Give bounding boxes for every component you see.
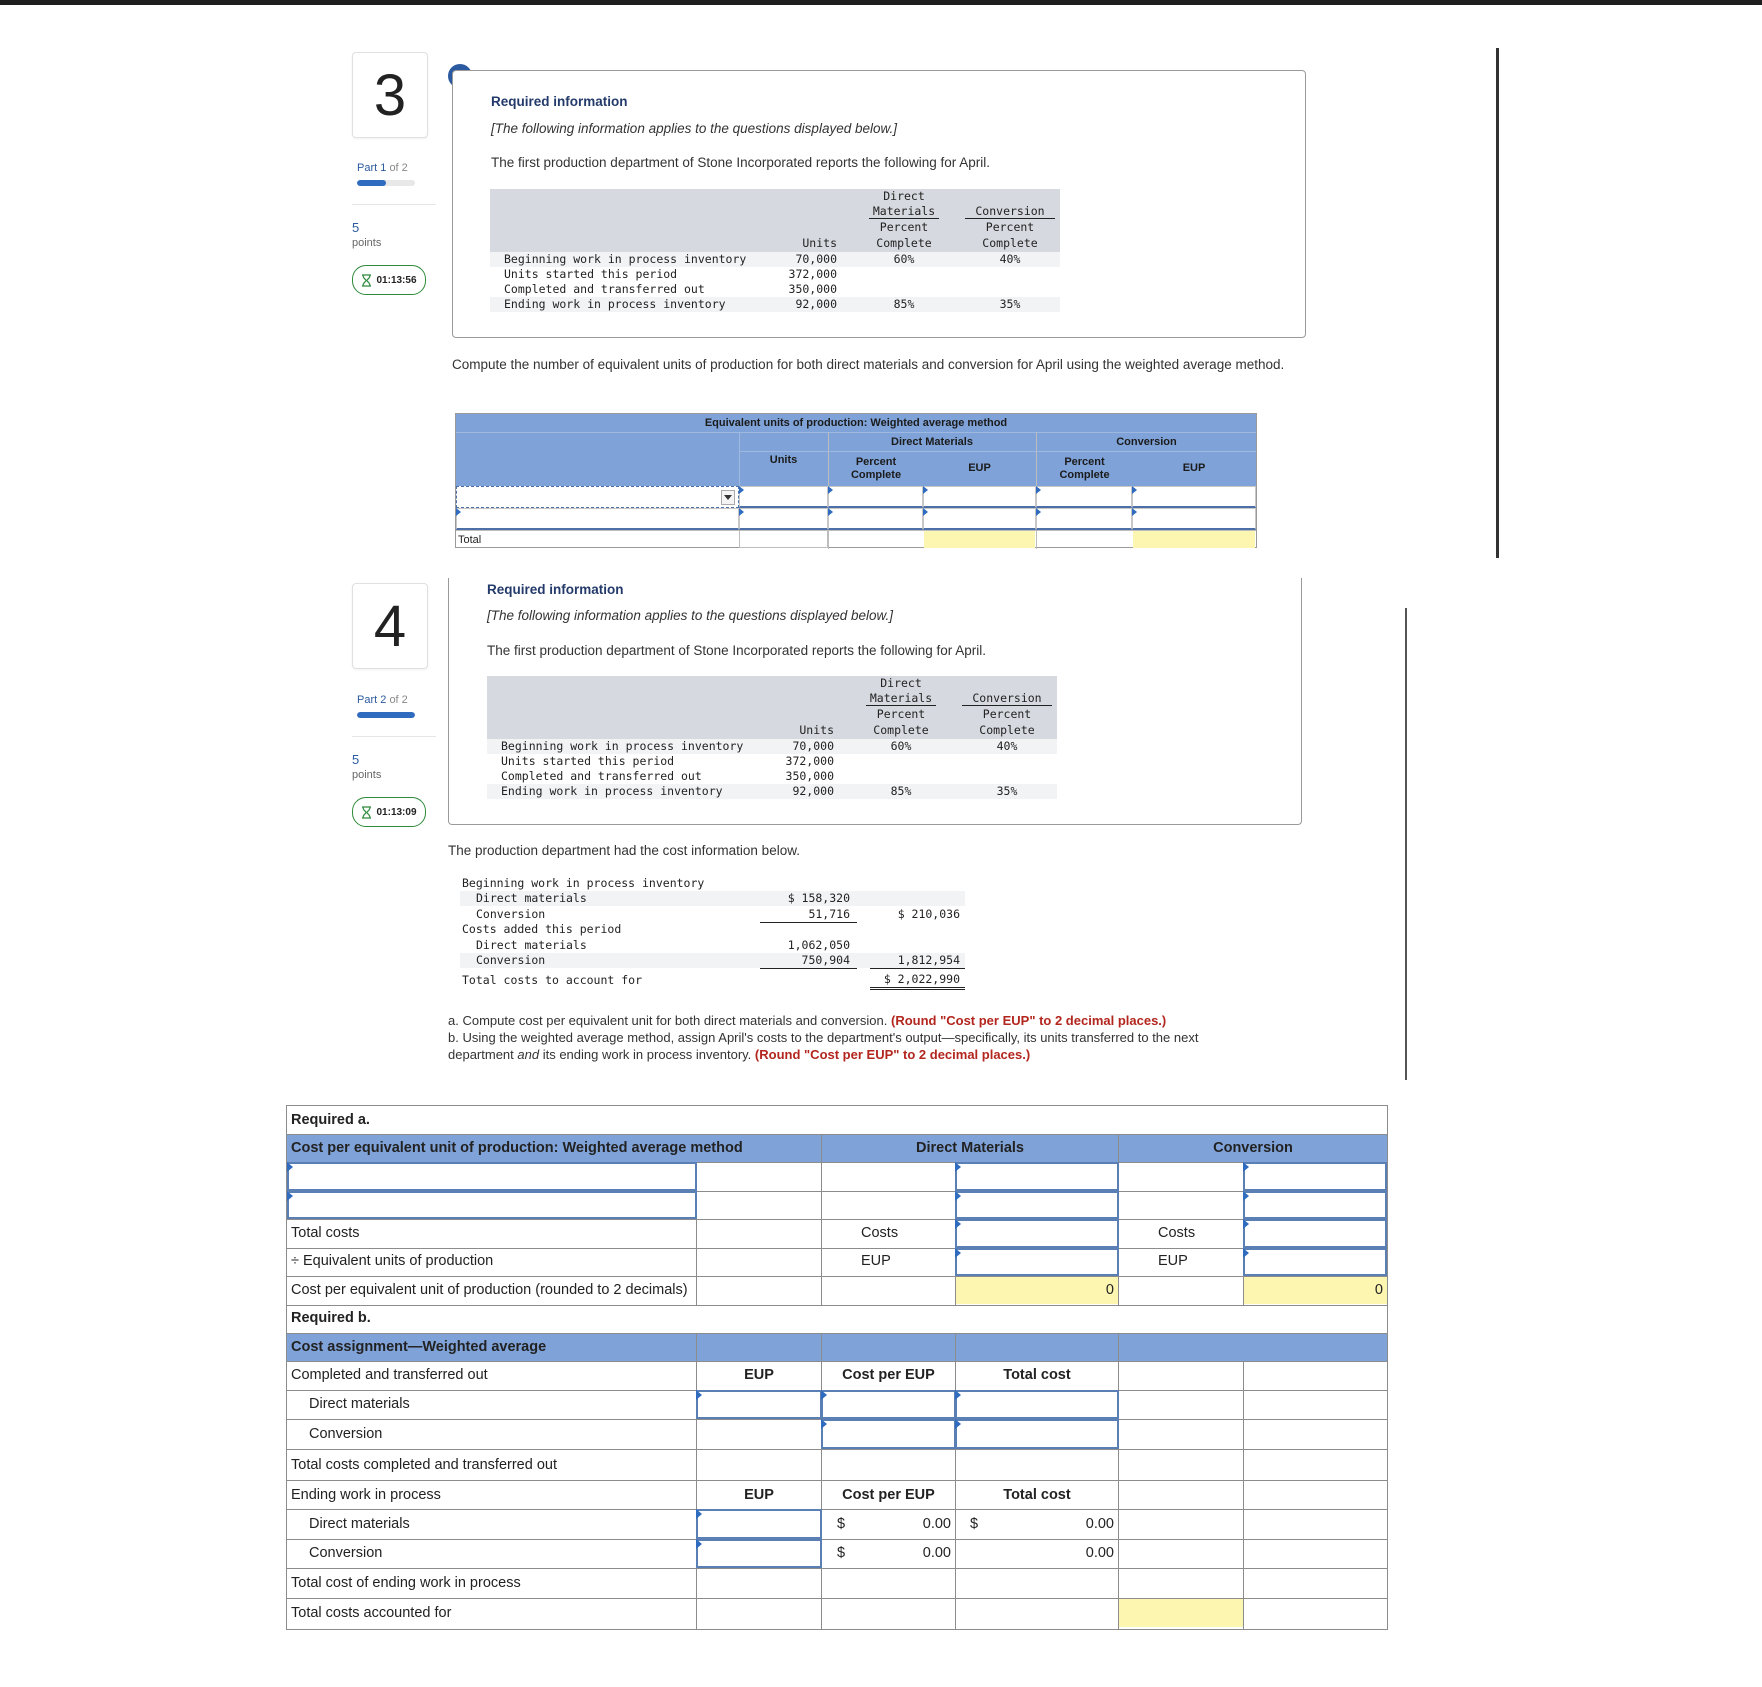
row-label: Ending work in process inventory (501, 784, 723, 798)
total-ewip-label: Total cost of ending work in process (291, 1575, 521, 1591)
units-input[interactable] (739, 486, 828, 508)
pct-header (1037, 456, 1132, 482)
divider (739, 451, 1256, 452)
dm-eup-input[interactable] (923, 508, 1036, 530)
part-indicator (357, 694, 408, 706)
hdr-conv-1: Conversion (962, 691, 1052, 706)
cost-value: 1,062,050 (787, 938, 850, 952)
instruction-text: department (448, 1047, 514, 1062)
part-number: 1 (380, 162, 387, 174)
ewip-dm-eup-input[interactable] (696, 1509, 822, 1539)
dm-input[interactable] (955, 1162, 1119, 1191)
total-costs-label: Total costs (291, 1225, 360, 1241)
required-b-label: Required b. (291, 1310, 371, 1326)
info-subtitle: [The following information applies to the questions displayed below.] (487, 608, 893, 623)
data-table (490, 189, 1060, 316)
eup-divide-label: ÷ Equivalent units of production (291, 1253, 494, 1269)
total-accounted-value (1119, 1599, 1243, 1627)
required-a-label: Required a. (291, 1112, 370, 1128)
hdr-dm-1: Direct (880, 676, 922, 690)
part-indicator (357, 162, 408, 174)
instruction-emphasis: and (517, 1047, 540, 1062)
row-units: 350,000 (788, 282, 837, 296)
hdr-conv-3: Complete (982, 236, 1038, 250)
cost-per-eup-header: Cost per EUP (842, 1487, 935, 1503)
instruction-b (448, 1029, 1308, 1046)
conv-header: Conversion (1213, 1140, 1293, 1156)
double-underline (870, 987, 965, 990)
points-label: points (352, 237, 382, 249)
hdr-dm-4: Complete (876, 236, 932, 250)
hdr-dm-4: Complete (873, 723, 929, 737)
conv-input[interactable] (1243, 1162, 1387, 1191)
rounding-note: (Round "Cost per EUP" to 2 decimal places.) (754, 1047, 1031, 1062)
conv-label: Conversion (309, 1545, 383, 1561)
part-number: 2 (380, 694, 387, 706)
cost-per-eup-label: Cost per equivalent unit of production (rounded to 2 decimals) (291, 1282, 688, 1298)
cost-label: Beginning work in process inventory (462, 876, 705, 890)
row-label: Beginning work in process inventory (504, 252, 747, 266)
row-line (287, 1539, 1387, 1540)
ewip-dm-total: 0.00 (1085, 1516, 1114, 1532)
cost-subtotal: $ 210,036 (897, 907, 960, 921)
ewip-dm-cpe: 0.00 (922, 1516, 951, 1532)
col-line (821, 1134, 822, 1305)
underline (870, 968, 965, 969)
cost-label: Direct materials (476, 891, 587, 905)
question-number-3[interactable]: 3 (352, 52, 428, 138)
conv-pct-input[interactable] (1036, 486, 1132, 508)
ewip-conv-cpe: 0.00 (922, 1545, 951, 1561)
part-of: of 2 (389, 694, 408, 706)
conv-label: Conversion (309, 1426, 383, 1442)
hdr-units: Units (802, 236, 837, 250)
row-label: Beginning work in process inventory (501, 739, 744, 753)
dm-eup-total (924, 531, 1035, 548)
part-progress (357, 712, 415, 718)
ewip-conv-total: 0.00 (1085, 1545, 1114, 1561)
row-conv: 40% (999, 252, 1021, 266)
hdr-dm-3: Percent (879, 220, 929, 234)
row-units: 372,000 (788, 267, 837, 281)
timer (352, 265, 426, 295)
dollar-sign: $ (970, 1516, 979, 1532)
dm-eup-input[interactable] (923, 486, 1036, 508)
top-bar (0, 0, 1762, 5)
eup-col-header: EUP (744, 1487, 774, 1503)
row-line (287, 1276, 1387, 1277)
dm-cost-per-eup-value: 0 (1105, 1282, 1114, 1298)
q4-instructions (448, 1012, 1308, 1063)
row-conv: 40% (996, 739, 1018, 753)
col-line (1118, 1333, 1119, 1629)
dm-label: Direct materials (309, 1516, 410, 1532)
row-line (287, 1568, 1387, 1569)
eup-label: EUP (1158, 1253, 1188, 1269)
conv-header: Conversion (1116, 436, 1177, 448)
conv-eup-input[interactable] (1132, 508, 1256, 530)
total-label: Total (458, 534, 482, 546)
part-progress-fill (357, 180, 386, 186)
pct-line2: Complete (1059, 469, 1110, 481)
dm-pct-input[interactable] (828, 508, 923, 530)
row-label: Completed and transferred out (504, 282, 705, 296)
row-label: Units started this period (504, 267, 678, 281)
row-conv: 35% (996, 784, 1018, 798)
info-title: Required information (487, 582, 624, 597)
row-label: Units started this period (501, 754, 675, 768)
costs-label: Costs (1158, 1225, 1196, 1241)
cost-per-eup-header: Cost per EUP (842, 1367, 935, 1383)
part-label: Part (357, 162, 378, 174)
hourglass-icon (361, 806, 372, 819)
completed-label: Completed and transferred out (291, 1367, 488, 1383)
scroll-divider (1496, 48, 1499, 558)
requirements-table (286, 1105, 1388, 1630)
form-title: Equivalent units of production: Weighted average method (704, 417, 1008, 429)
row-line (287, 1449, 1387, 1450)
hdr-dm-3: Percent (876, 707, 926, 721)
row-line (287, 1248, 1387, 1249)
total-completed-label: Total costs completed and transferred out (291, 1457, 557, 1473)
dm-total-costs-input[interactable] (955, 1219, 1119, 1248)
row-select[interactable] (456, 486, 739, 508)
col-line (1243, 1361, 1244, 1629)
instruction-text: its ending work in process inventory. (542, 1047, 752, 1062)
cto-dm-cpe-input[interactable] (821, 1390, 956, 1419)
total-cost-header: Total cost (1003, 1487, 1071, 1503)
units-total (739, 530, 828, 548)
row-label: Completed and transferred out (501, 769, 702, 783)
cost-label: Total costs to account for (462, 973, 643, 987)
dm-input[interactable] (955, 1191, 1119, 1219)
dropdown-icon (721, 490, 735, 505)
row-units: 372,000 (785, 754, 834, 768)
eup-col-header: EUP (744, 1367, 774, 1383)
total-accounted-label: Total costs accounted for (291, 1605, 452, 1621)
row-line (287, 1361, 1387, 1362)
rounding-note: (Round "Cost per EUP" to 2 decimal places.) (890, 1013, 1167, 1028)
hdr-conv-2: Percent (985, 220, 1035, 234)
data-table (487, 676, 1057, 803)
cost-intro: The production department had the cost information below. (448, 843, 800, 858)
conv-eup-input[interactable] (1132, 486, 1256, 508)
cto-conv-cpe-input[interactable] (821, 1419, 956, 1449)
timer-text: 01:13:09 (376, 806, 417, 818)
points-label: points (352, 769, 382, 781)
info-title: Required information (491, 94, 628, 109)
divider (352, 736, 436, 737)
q3-instruction: Compute the number of equivalent units of production for both direct materials and conversion for April using the weighted average method. (452, 357, 1285, 372)
cost-total: $ 2,022,990 (883, 972, 960, 986)
dm-eup-input[interactable] (955, 1248, 1119, 1276)
row-units: 70,000 (795, 252, 837, 266)
part-progress (357, 180, 415, 186)
points-value: 5 (352, 752, 360, 767)
instruction-a (448, 1012, 1308, 1029)
conv-cost-per-eup-value: 0 (1374, 1282, 1383, 1298)
cost-table (460, 876, 970, 996)
dollar-sign: $ (837, 1516, 846, 1532)
dm-header: Direct Materials (916, 1140, 1024, 1156)
row-label: Ending work in process inventory (504, 297, 726, 311)
info-intro: The first production department of Stone Incorporated reports the following for April. (487, 643, 987, 658)
divider (352, 204, 436, 205)
timer (352, 797, 426, 827)
dollar-sign: $ (837, 1545, 846, 1561)
cost-label: Conversion (476, 907, 546, 921)
scroll-divider (1405, 608, 1407, 1080)
eup-form (455, 413, 1257, 548)
instruction-b-cont (448, 1046, 1308, 1063)
cost-value: 750,904 (801, 953, 850, 967)
assign-title: Cost assignment—Weighted average (291, 1339, 547, 1355)
cost-value: $ 158,320 (787, 891, 850, 905)
row-conv: 35% (999, 297, 1021, 311)
hdr-dm-2: Materials (869, 204, 939, 219)
hdr-conv-3: Complete (979, 723, 1035, 737)
hdr-dm-2: Materials (866, 691, 936, 706)
pct-line1: Percent (855, 456, 897, 468)
question-number-4[interactable]: 4 (352, 583, 428, 669)
row-dm: 60% (893, 252, 915, 266)
row-select[interactable] (456, 508, 739, 530)
ewip-conv-eup-input[interactable] (696, 1539, 822, 1568)
cost-per-title: Cost per equivalent unit of production: Weighted average method (291, 1140, 743, 1156)
cost-subtotal: 1,812,954 (897, 953, 960, 967)
timer-text: 01:13:56 (376, 274, 417, 286)
cost-label: Costs added this period (462, 922, 622, 936)
row-dm: 85% (890, 784, 912, 798)
eup-label: EUP (861, 1253, 891, 1269)
total-cost-header: Total cost (1003, 1367, 1071, 1383)
hdr-conv-1: Conversion (965, 204, 1055, 219)
row-line (287, 1509, 1387, 1510)
row-line (287, 1219, 1387, 1220)
eup-header: EUP (968, 462, 991, 474)
ending-wip-label: Ending work in process (291, 1487, 441, 1503)
hdr-conv-2: Percent (982, 707, 1032, 721)
units-header: Units (769, 454, 798, 466)
row-dm: 60% (890, 739, 912, 753)
units-input[interactable] (739, 508, 828, 530)
conv-pct-input[interactable] (1036, 508, 1132, 530)
row-units: 92,000 (795, 297, 837, 311)
cost-label: Conversion (476, 953, 546, 967)
instruction-text: a. Compute cost per equivalent unit for both direct materials and conversion. (448, 1013, 888, 1028)
instruction-text: b. Using the weighted average method, assign April's costs to the department's output—specifically, its units transferred to the next (448, 1030, 1199, 1045)
cost-value: 51,716 (808, 907, 850, 921)
cost-label: Direct materials (476, 938, 587, 952)
row-line (287, 1480, 1387, 1481)
hourglass-icon (361, 274, 372, 287)
eup-header: EUP (1182, 462, 1206, 474)
row-units: 92,000 (792, 784, 834, 798)
pct-line1: Percent (1064, 456, 1105, 468)
dm-label: Direct materials (309, 1396, 410, 1412)
hdr-units: Units (799, 723, 834, 737)
underline (760, 968, 857, 969)
part-progress-fill (357, 712, 415, 718)
cto-conv-total-input[interactable] (955, 1419, 1119, 1449)
cto-dm-eup-input[interactable] (696, 1390, 822, 1419)
row-line (287, 1305, 1387, 1306)
hdr-dm-1: Direct (883, 189, 925, 203)
row-line (287, 1333, 1387, 1334)
row-dm: 85% (893, 297, 915, 311)
costs-label: Costs (861, 1225, 899, 1241)
part-label: Part (357, 694, 378, 706)
conv-eup-total (1133, 531, 1255, 548)
dm-pct-input[interactable] (828, 486, 923, 508)
part-of: of 2 (389, 162, 408, 174)
conv-input[interactable] (1243, 1191, 1387, 1219)
underline (760, 922, 857, 923)
divider (456, 432, 1256, 433)
conv-total-costs-input[interactable] (1243, 1219, 1387, 1248)
label-input[interactable] (287, 1162, 697, 1191)
row-line (287, 1134, 1387, 1135)
conv-eup-input[interactable] (1243, 1248, 1387, 1276)
label-input[interactable] (287, 1191, 697, 1219)
row-units: 70,000 (792, 739, 834, 753)
info-intro: The first production department of Stone Incorporated reports the following for April. (491, 155, 991, 170)
pct-header (829, 456, 923, 482)
row-units: 350,000 (785, 769, 834, 783)
dm-header: Direct Materials (891, 436, 973, 448)
cto-dm-total-input[interactable] (955, 1390, 1119, 1419)
info-subtitle: [The following information applies to the questions displayed below.] (491, 121, 897, 136)
points-value: 5 (352, 220, 360, 235)
pct-line2: Complete (850, 469, 902, 481)
